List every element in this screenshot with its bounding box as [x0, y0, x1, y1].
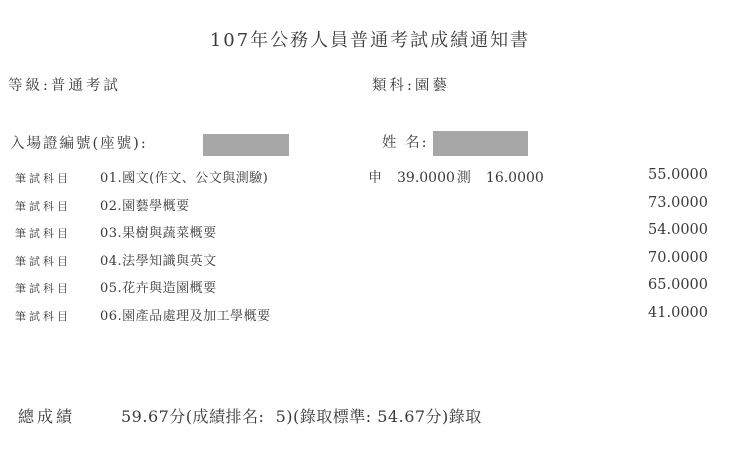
exam-grade-value: 普通考試 — [50, 78, 121, 94]
subject-row — [0, 222, 740, 248]
exam-grade-label: 等級: — [8, 78, 51, 94]
subject-name: 06.園產品處理及加工學概要 — [100, 309, 271, 324]
total-score-value: 59.67分(成績排名: 5)(錄取標準: 54.67分)錄取 — [121, 407, 482, 426]
subscore-value: 16.0000 — [485, 170, 544, 186]
subject-score: 54.0000 — [648, 222, 708, 239]
exam-grade — [8, 74, 121, 95]
exam-category-label: 類科: — [372, 78, 415, 94]
subject-row — [0, 305, 740, 331]
subject-row — [0, 250, 740, 276]
exam-category-value: 園藝 — [414, 78, 450, 94]
subscore-value: 39.0000 — [397, 170, 455, 186]
subject-name: 01.國文(作文、公文與測驗) — [100, 171, 269, 186]
exam-category — [372, 74, 450, 95]
subject-row-type-label: 筆試科目 — [15, 227, 71, 241]
subject-row — [0, 195, 740, 221]
subject-score: 41.0000 — [648, 305, 708, 321]
subject-subscore-detail — [368, 167, 546, 187]
subject-name: 02.園藝學概要 — [100, 198, 190, 214]
admission-number-redaction-box — [203, 134, 289, 156]
subject-name: 04.法學知識與英文 — [100, 253, 217, 269]
subject-row-type-label: 筆試科目 — [15, 254, 71, 268]
subject-score: 70.0000 — [648, 249, 708, 266]
subscore-type-label: 申 — [368, 170, 382, 186]
candidate-name-redaction-box — [433, 131, 528, 156]
subject-row-type-label: 筆試科目 — [15, 172, 71, 185]
subject-score: 65.0000 — [648, 277, 708, 294]
subject-row-type-label: 筆試科目 — [15, 282, 71, 296]
subject-row — [0, 167, 740, 193]
subject-row — [0, 277, 740, 303]
subject-row-type-label: 筆試科目 — [15, 199, 71, 213]
candidate-name-label: 姓 名: — [382, 135, 429, 151]
total-score-label: 總成績 — [18, 407, 76, 426]
subject-row-type-label: 筆試科目 — [15, 310, 71, 323]
admission-number-label: 入場證編號(座號): — [10, 136, 148, 152]
document-title: 107年公務人員普通考試成績通知書 — [209, 30, 531, 51]
subject-score: 55.0000 — [648, 167, 708, 183]
subject-score: 73.0000 — [648, 194, 708, 211]
subject-name: 03.果樹與蔬菜概要 — [100, 226, 217, 242]
subject-name: 05.花卉與造園概要 — [100, 281, 217, 297]
subscore-type-label: 測 — [456, 170, 471, 186]
